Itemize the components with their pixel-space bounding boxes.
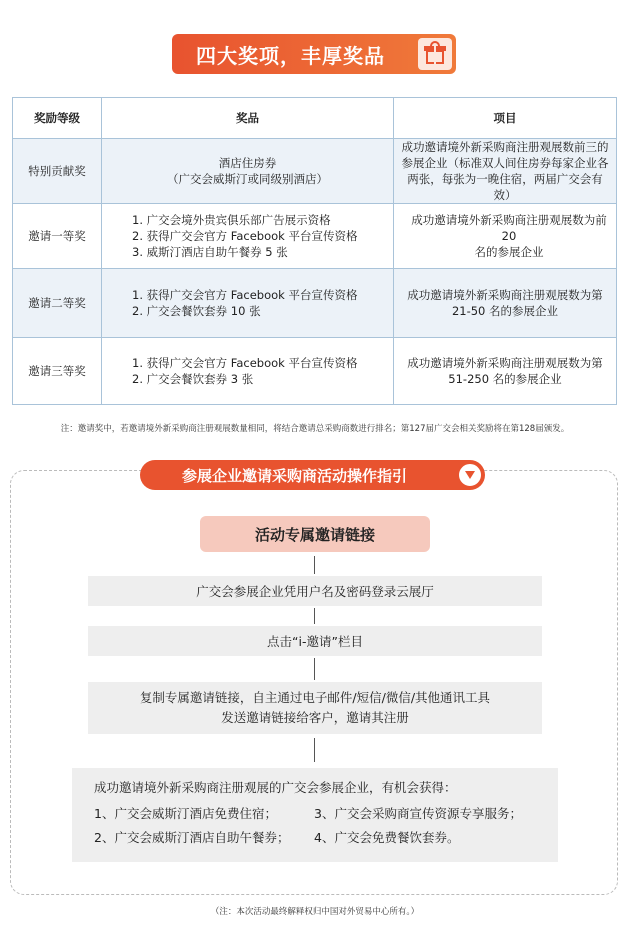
- step-benefits: [72, 768, 558, 862]
- project-line: 成功邀请境外新采购商注册观展数为第: [407, 356, 603, 370]
- project-line: 51-250 名的参展企业: [448, 372, 562, 386]
- award-prize: [102, 338, 394, 405]
- table-row: [13, 204, 617, 269]
- award-prize: [102, 204, 394, 269]
- guide-title: 参展企业邀请采购商活动操作指引: [182, 466, 408, 485]
- benefit-item: 2、广交会威斯汀酒店自助午餐券；: [94, 830, 290, 845]
- award-project: [394, 204, 617, 269]
- column-header-level: 奖励等级: [13, 98, 102, 139]
- download-arrow-icon: [457, 462, 483, 488]
- prize-line: 酒店住房券: [218, 156, 277, 170]
- project-line: 成功邀请境外新采购商注册观展数前三的: [401, 140, 609, 154]
- prize-line: 3. 威斯汀酒店自助午餐券 5 张: [132, 245, 288, 259]
- step-text: 发送邀请链接给客户，邀请其注册: [221, 710, 409, 725]
- awards-banner: [172, 34, 456, 74]
- prize-line: （广交会威斯汀或同级别酒店）: [167, 172, 328, 186]
- award-project: [394, 338, 617, 405]
- prize-line: 2. 广交会餐饮套券 10 张: [132, 304, 261, 318]
- table-row: [13, 338, 617, 405]
- benefit-item: 3、广交会采购商宣传资源专享服务；: [314, 806, 522, 821]
- gift-icon: [418, 38, 452, 70]
- award-level: 邀请一等奖: [13, 204, 102, 269]
- prize-line: 2. 获得广交会官方 Facebook 平台宣传资格: [132, 229, 358, 243]
- project-line: 成功邀请境外新采购商注册观展数为前 20: [411, 213, 607, 243]
- project-line: 名的参展企业: [474, 245, 544, 259]
- footer-note: （注：本次活动最终解释权归中国对外贸易中心所有。）: [210, 907, 420, 917]
- step-text: 复制专属邀请链接，自主通过电子邮件/短信/微信/其他通讯工具: [139, 690, 491, 705]
- benefit-item: 4、广交会免费餐饮套券。: [314, 830, 460, 845]
- project-line: 21-50 名的参展企业: [451, 304, 559, 318]
- award-project: [394, 139, 617, 204]
- invite-link-label: 活动专属邀请链接: [200, 516, 430, 552]
- table-header-row: [13, 98, 617, 139]
- award-level: 特别贡献奖: [13, 139, 102, 204]
- column-header-project: 项目: [394, 98, 617, 139]
- step-copy-link: [88, 682, 542, 734]
- table-row: [13, 269, 617, 338]
- prize-line: 1. 广交会境外贵宾俱乐部广告展示资格: [132, 213, 331, 227]
- award-project: [394, 269, 617, 338]
- awards-table: [12, 97, 617, 405]
- benefits-heading: 成功邀请境外新采购商注册观展的广交会参展企业，有机会获得：: [94, 780, 457, 795]
- project-line: 参展企业（标准双人间住房券每家企业各: [401, 156, 609, 170]
- column-header-prize: 奖品: [102, 98, 394, 139]
- connector-line: [314, 608, 315, 624]
- awards-title: 四大奖项，丰厚奖品: [196, 43, 385, 68]
- award-level: 邀请二等奖: [13, 269, 102, 338]
- award-prize: [102, 269, 394, 338]
- award-level: 邀请三等奖: [13, 338, 102, 405]
- award-prize: [102, 139, 394, 204]
- prize-line: 1. 获得广交会官方 Facebook 平台宣传资格: [132, 356, 358, 370]
- table-note: 注：邀请奖中，若邀请境外新采购商注册观展数量相同，将结合邀请总采购商数进行排名；第127届广交会相关奖励将在第128届颁发。: [60, 424, 570, 434]
- project-line: 成功邀请境外新采购商注册观展数为第: [407, 288, 603, 302]
- guide-banner: [140, 460, 485, 490]
- connector-line: [314, 738, 315, 762]
- connector-line: [314, 556, 315, 574]
- prize-line: 1. 获得广交会官方 Facebook 平台宣传资格: [132, 288, 358, 302]
- step-login: 广交会参展企业凭用户名及密码登录云展厅: [88, 576, 542, 606]
- benefits-list: [94, 804, 558, 846]
- project-line: 两张，每张为一晚住宿，两届广交会有效）: [407, 172, 603, 202]
- step-click-invite: 点击“i-邀请”栏目: [88, 626, 542, 656]
- benefit-item: 1、广交会威斯汀酒店免费住宿；: [94, 806, 277, 821]
- prize-line: 2. 广交会餐饮套券 3 张: [132, 372, 254, 386]
- table-row: [13, 139, 617, 204]
- connector-line: [314, 658, 315, 680]
